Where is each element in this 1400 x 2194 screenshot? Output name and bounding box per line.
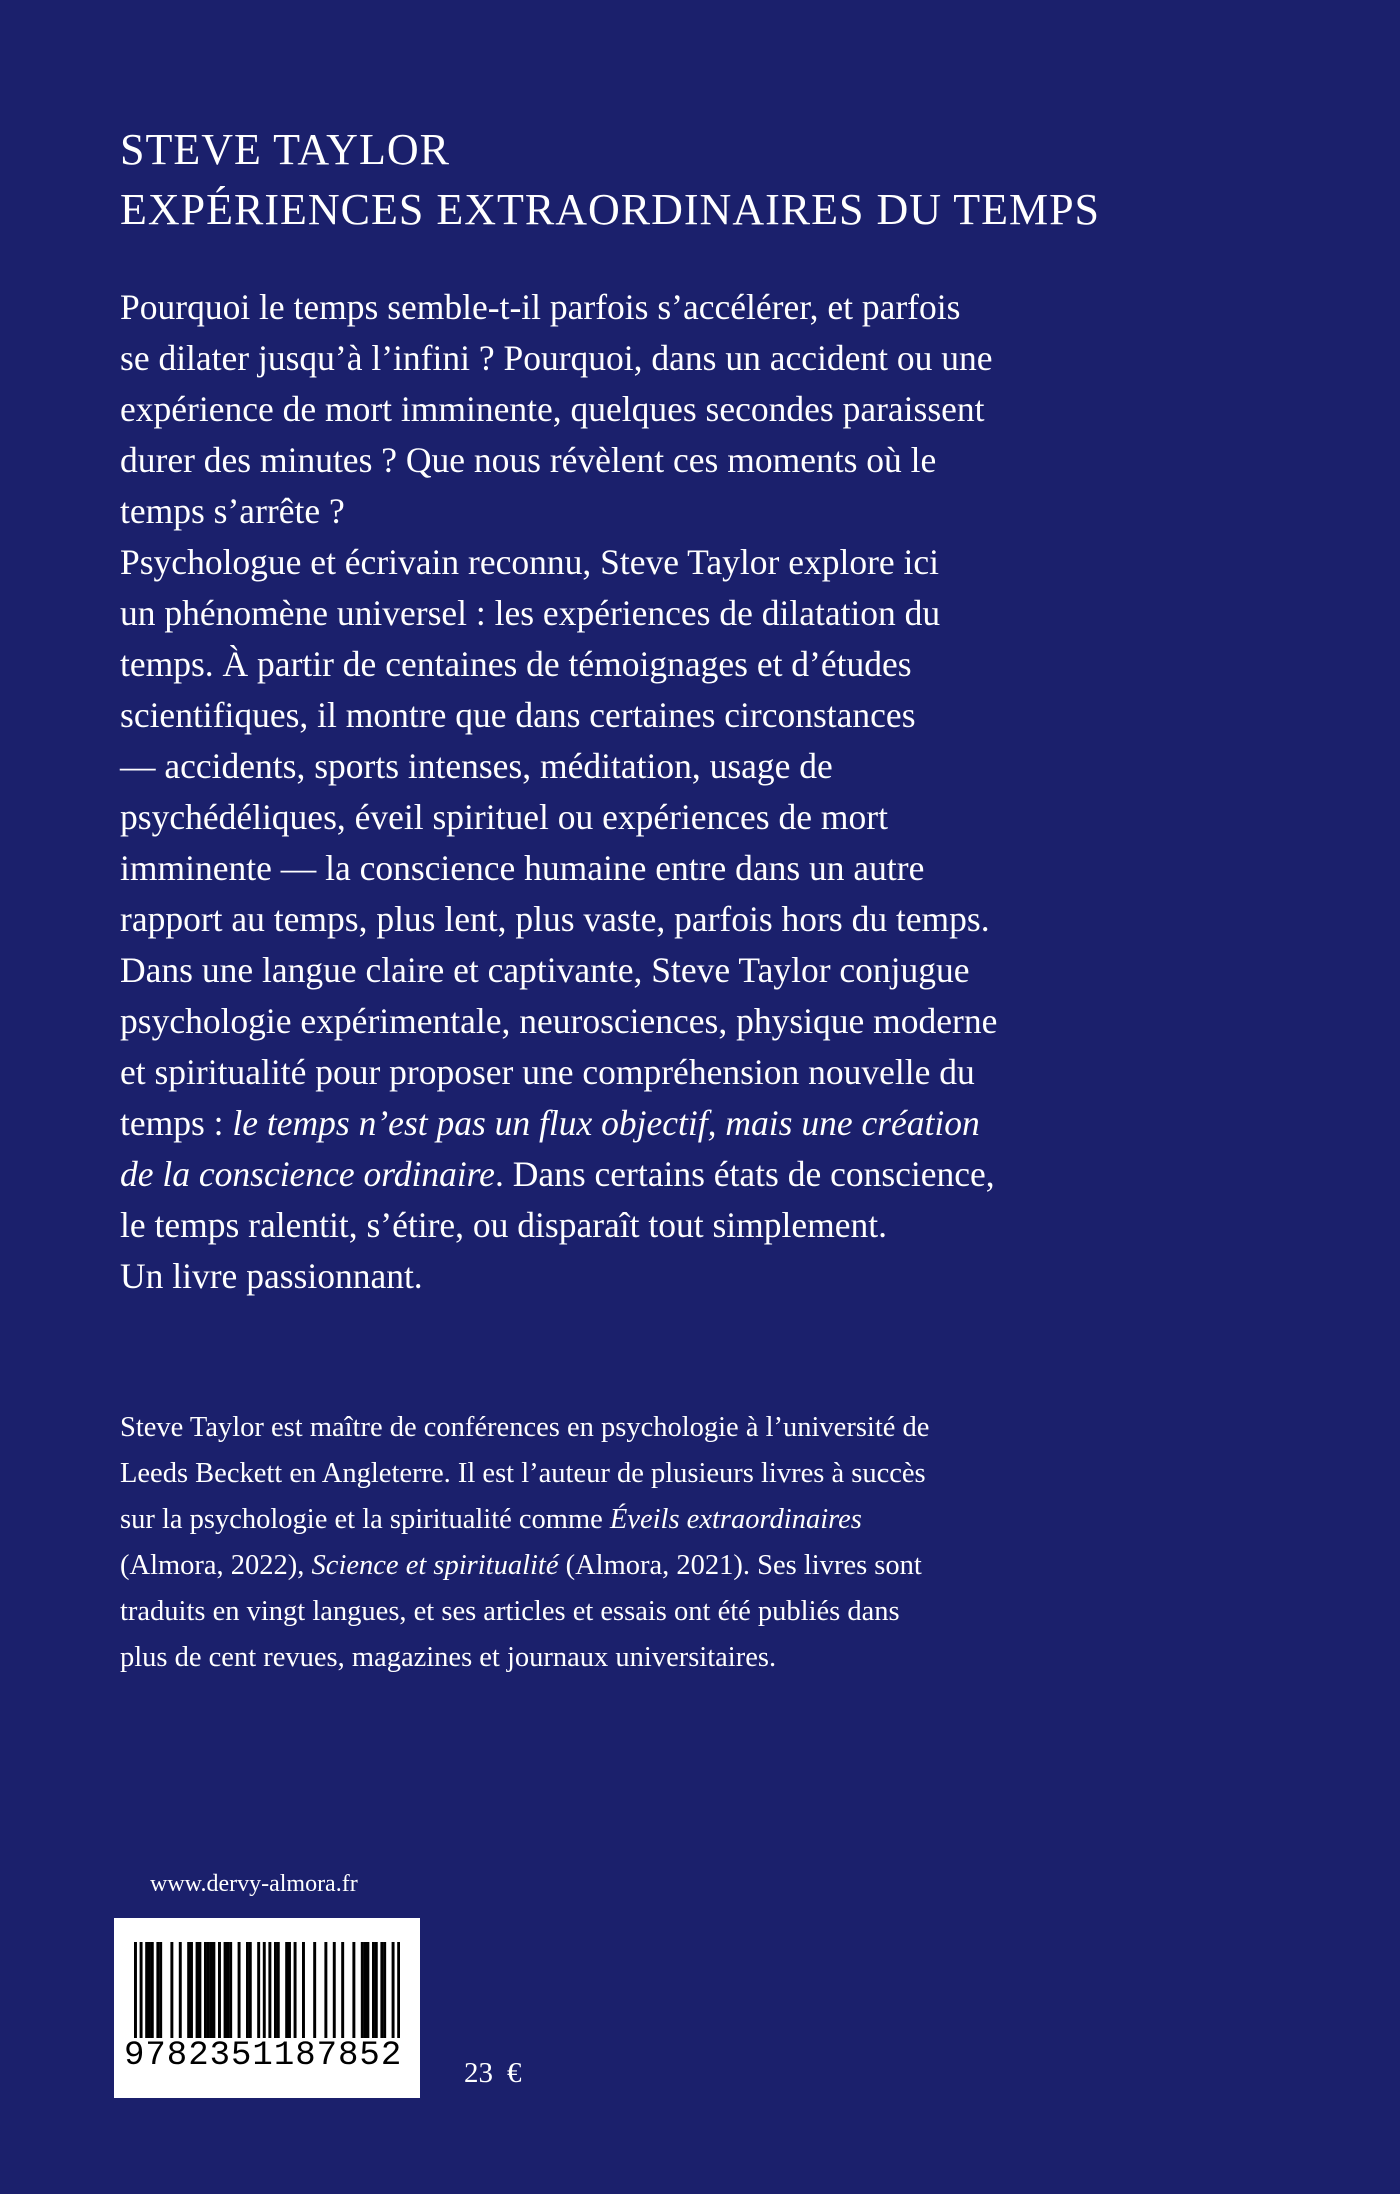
- barcode-bars-icon: [134, 1942, 400, 2038]
- barcode-bar: [375, 1942, 378, 2038]
- barcode-bar: [263, 1942, 266, 2038]
- blurb-italic-quote: le temps n’est pas un flux objectif, mais une création: [232, 1103, 980, 1143]
- price-tag: [464, 2055, 522, 2091]
- blurb-line: psychédéliques, éveil spirituel ou expériences de mort: [120, 797, 888, 837]
- blurb-line: [120, 1098, 1170, 1149]
- blurb-line: rapport au temps, plus lent, plus vaste, parfois hors du temps.: [120, 899, 990, 939]
- blurb-line: imminente — la conscience humaine entre dans un autre: [120, 848, 925, 888]
- barcode-bar: [313, 1942, 316, 2038]
- barcode-bar: [151, 1942, 154, 2038]
- barcode-bar: [392, 1942, 395, 2038]
- barcode-bar: [159, 1942, 162, 2038]
- blurb-line: temps s’arrête ?: [120, 491, 345, 531]
- price-amount: 23: [464, 2057, 493, 2089]
- barcode-bar: [196, 1942, 199, 2038]
- barcode-bar: [366, 1942, 369, 2038]
- barcode-bar: [249, 1942, 252, 2038]
- barcode-bar: [268, 1942, 271, 2038]
- bio-book-title: Éveils extraordinaires: [609, 1504, 862, 1535]
- barcode-bar: [170, 1942, 173, 2038]
- barcode-bar: [179, 1942, 182, 2038]
- publisher-website: www.dervy-almora.fr: [150, 1871, 358, 1897]
- book-title: EXPÉRIENCES EXTRAORDINAIRES DU TEMPS: [120, 185, 1101, 234]
- isbn-barcode: [114, 1918, 420, 2098]
- barcode-bar: [198, 1942, 201, 2038]
- barcode-bar: [238, 1942, 241, 2038]
- blurb-line: scientifiques, il montre que dans certaines circonstances: [120, 695, 916, 735]
- bio-line: traduits en vingt langues, et ses articles et essais ont été publiés dans: [120, 1596, 900, 1627]
- barcode-bar: [148, 1942, 151, 2038]
- barcode-bar: [134, 1942, 137, 2038]
- blurb-line: [120, 1149, 1170, 1200]
- blurb-text: . Dans certains états de conscience,: [494, 1154, 995, 1194]
- blurb-line: se dilater jusqu’à l’infini ? Pourquoi, dans un accident ou une: [120, 338, 993, 378]
- blurb-line: durer des minutes ? Que nous révèlent ces moments où le: [120, 440, 937, 480]
- blurb-line: Pourquoi le temps semble-t-il parfois s’accélérer, et parfois: [120, 287, 961, 327]
- bio-line: [120, 1497, 1180, 1543]
- barcode-bar: [277, 1942, 280, 2038]
- blurb-line: temps. À partir de centaines de témoignages et d’études: [120, 644, 912, 684]
- barcode-bar: [140, 1942, 143, 2038]
- isbn-digits: 9782351187852: [124, 2037, 403, 2075]
- barcode-bar: [212, 1942, 215, 2038]
- barcode-bar: [294, 1942, 297, 2038]
- bio-text: sur la psychologie et la spiritualité comme: [120, 1504, 610, 1535]
- blurb-line: et spiritualité pour proposer une compréhension nouvelle du: [120, 1052, 975, 1092]
- bio-text: (Almora, 2022),: [120, 1550, 312, 1581]
- barcode-bar: [288, 1942, 291, 2038]
- barcode-bar: [257, 1942, 260, 2038]
- barcode-bar: [187, 1942, 190, 2038]
- author-name: STEVE TAYLOR: [120, 125, 450, 174]
- barcode-bar: [226, 1942, 229, 2038]
- book-blurb: [120, 282, 1170, 1302]
- blurb-line: — accidents, sports intenses, méditation, usage de: [120, 746, 833, 786]
- barcode-bar: [352, 1942, 355, 2038]
- blurb-line: psychologie expérimentale, neurosciences, physique moderne: [120, 1001, 998, 1041]
- bio-line: plus de cent revues, magazines et journaux universitaires.: [120, 1642, 777, 1673]
- price-currency: €: [507, 2057, 522, 2089]
- barcode-bar: [218, 1942, 221, 2038]
- barcode-bar: [333, 1942, 336, 2038]
- blurb-line: un phénomène universel : les expériences de dilatation du: [120, 593, 941, 633]
- barcode-bar: [274, 1942, 277, 2038]
- blurb-italic-quote: de la conscience ordinaire: [120, 1154, 495, 1194]
- bio-text: (Almora, 2021). Ses livres sont: [558, 1550, 922, 1581]
- barcode-bar: [229, 1942, 232, 2038]
- barcode-bar: [204, 1942, 207, 2038]
- barcode-bar: [364, 1942, 367, 2038]
- blurb-line: Psychologue et écrivain reconnu, Steve Taylor explore ici: [120, 542, 940, 582]
- cover-header: [120, 120, 1100, 240]
- barcode-bar: [324, 1942, 327, 2038]
- author-bio: [120, 1405, 1180, 1681]
- blurb-line: Dans une langue claire et captivante, Steve Taylor conjugue: [120, 950, 970, 990]
- blurb-line: le temps ralentit, s’étire, ou disparaît tout simplement.: [120, 1205, 888, 1245]
- blurb-line: Un livre passionnant.: [120, 1256, 423, 1296]
- blurb-text: temps :: [120, 1103, 233, 1143]
- bio-line: Steve Taylor est maître de conférences en psychologie à l’université de: [120, 1412, 930, 1443]
- barcode-bar: [224, 1942, 227, 2038]
- barcode-bar: [341, 1942, 344, 2038]
- barcode-bar: [372, 1942, 375, 2038]
- barcode-bar: [397, 1942, 400, 2038]
- blurb-line: expérience de mort imminente, quelques secondes paraissent: [120, 389, 985, 429]
- barcode-bar: [207, 1942, 210, 2038]
- barcode-bar: [210, 1942, 213, 2038]
- barcode-bar: [361, 1942, 364, 2038]
- bio-line: Leeds Beckett en Angleterre. Il est l’auteur de plusieurs livres à succès: [120, 1458, 926, 1489]
- barcode-bar: [380, 1942, 383, 2038]
- bio-line: [120, 1543, 1180, 1589]
- barcode-bar: [302, 1942, 305, 2038]
- barcode-bar: [383, 1942, 386, 2038]
- barcode-bar: [145, 1942, 148, 2038]
- bio-book-title: Science et spiritualité: [311, 1550, 559, 1581]
- barcode-bar: [156, 1942, 159, 2038]
- barcode-bar: [190, 1942, 193, 2038]
- barcode-bar: [285, 1942, 288, 2038]
- barcode-bar: [246, 1942, 249, 2038]
